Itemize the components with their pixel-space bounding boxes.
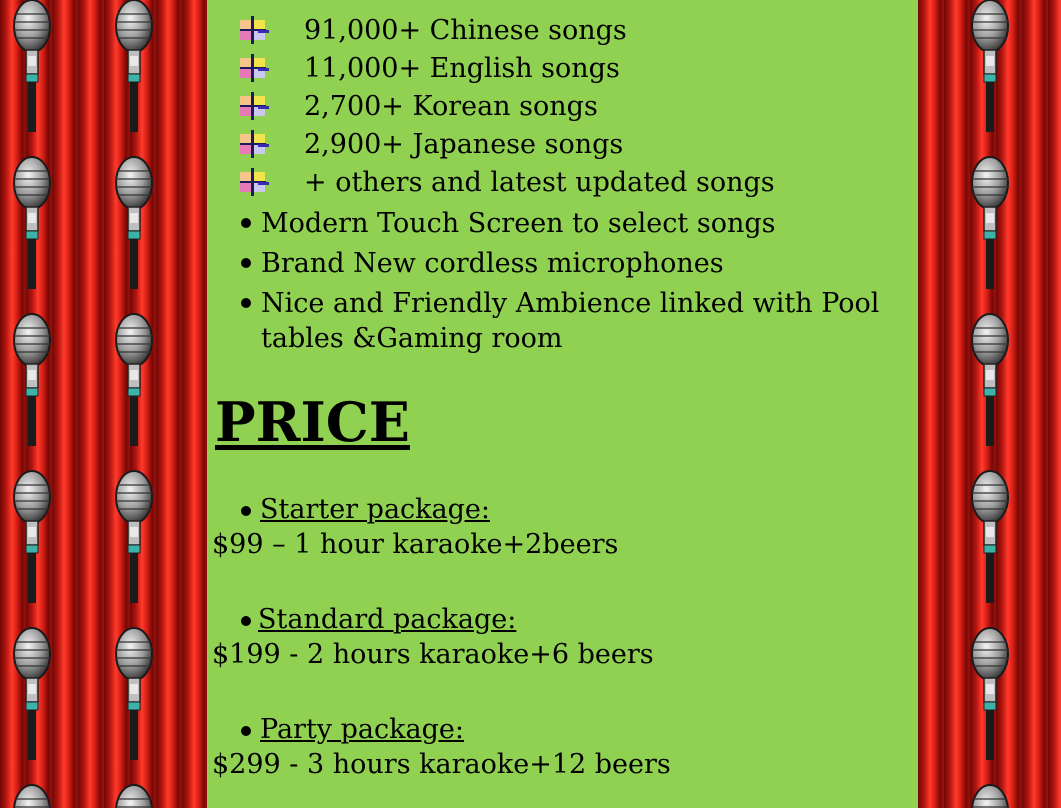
song-count-item: 11,000+ English songs [304, 53, 620, 84]
feature-item: Brand New cordless microphones [261, 248, 724, 279]
microphone-icon [2, 777, 62, 808]
microphone-icon [104, 463, 164, 603]
left-curtain-panel [0, 0, 207, 808]
colorful-plus-icon [237, 92, 269, 120]
feature-item-continued: tables &Gaming room [261, 323, 563, 354]
bullet-dot-icon [241, 258, 251, 268]
microphone-icon [960, 777, 1020, 808]
package-price-party: $299 - 3 hours karaoke+12 beers [212, 749, 671, 780]
microphone-icon [104, 777, 164, 808]
song-count-item: + others and latest updated songs [304, 167, 775, 198]
microphone-icon [2, 306, 62, 446]
package-name-party: Party package: [260, 714, 464, 745]
microphone-icon [960, 149, 1020, 289]
bullet-dot-icon [241, 726, 251, 736]
microphone-icon [2, 149, 62, 289]
package-price-standard: $199 - 2 hours karaoke+6 beers [212, 639, 654, 670]
package-name-standard: Standard package: [258, 604, 517, 635]
colorful-plus-icon [237, 130, 269, 158]
feature-item: Nice and Friendly Ambience linked with Pool [261, 288, 880, 319]
colorful-plus-icon [237, 54, 269, 82]
microphone-icon [104, 0, 164, 132]
colorful-plus-icon [237, 168, 269, 196]
bullet-dot-icon [241, 218, 251, 228]
microphone-icon [960, 620, 1020, 760]
colorful-plus-icon [237, 16, 269, 44]
song-count-item: 91,000+ Chinese songs [304, 15, 627, 46]
bullet-dot-icon [241, 298, 251, 308]
song-count-item: 2,900+ Japanese songs [304, 129, 624, 160]
bullet-dot-icon [241, 616, 251, 626]
microphone-icon [104, 149, 164, 289]
main-content [207, 0, 918, 808]
microphone-icon [104, 306, 164, 446]
package-price-starter: $99 – 1 hour karaoke+2beers [212, 529, 619, 560]
feature-item: Modern Touch Screen to select songs [261, 208, 776, 239]
microphone-icon [2, 620, 62, 760]
microphone-icon [2, 463, 62, 603]
song-count-item: 2,700+ Korean songs [304, 91, 598, 122]
right-curtain-panel [918, 0, 1061, 808]
microphone-icon [960, 306, 1020, 446]
price-heading: PRICE [215, 390, 410, 454]
microphone-icon [104, 620, 164, 760]
microphone-icon [960, 463, 1020, 603]
bullet-dot-icon [241, 506, 251, 516]
microphone-icon [2, 0, 62, 132]
package-name-starter: Starter package: [260, 494, 490, 525]
microphone-icon [960, 0, 1020, 132]
